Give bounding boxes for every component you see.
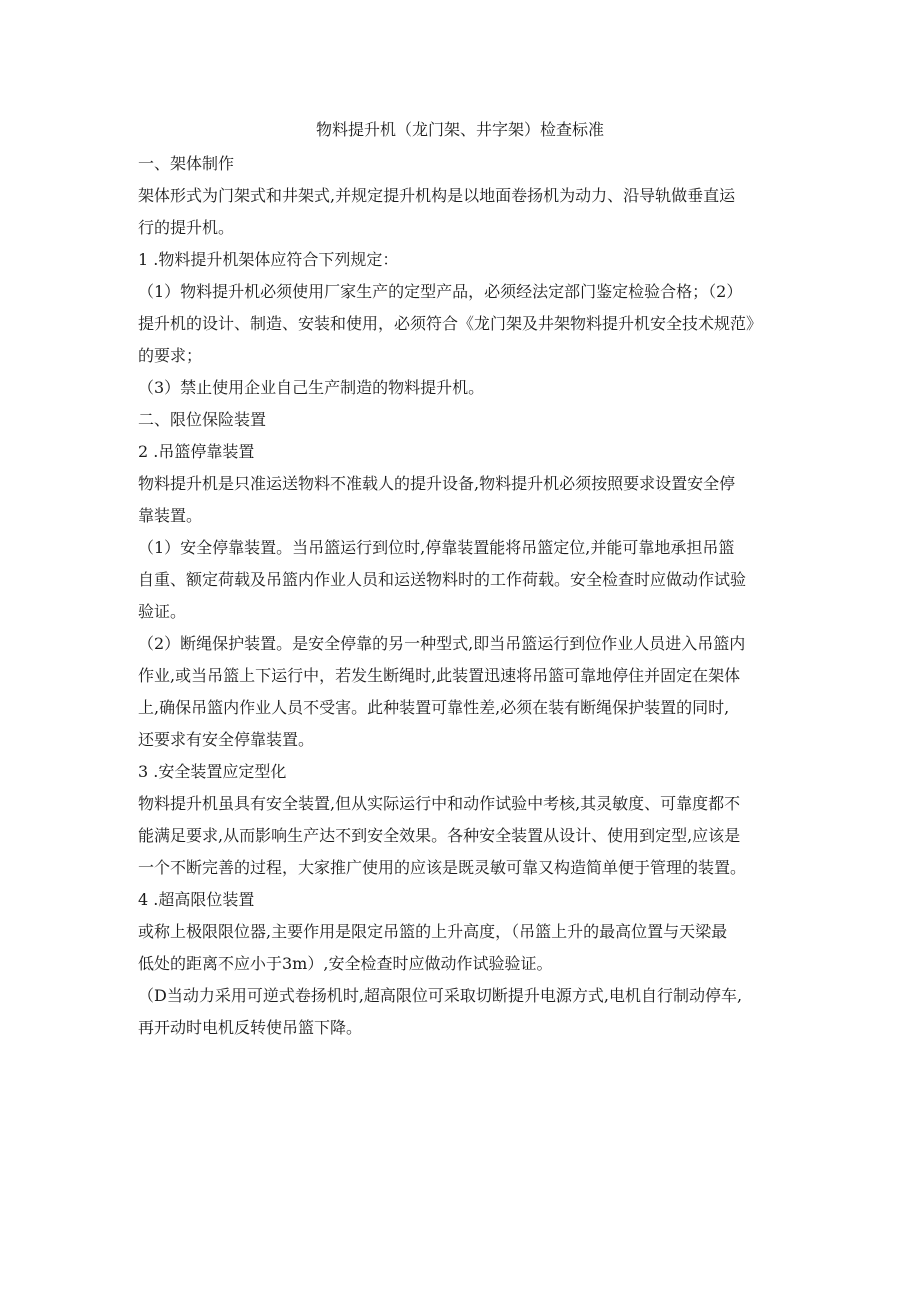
text-line: 2 .吊篮停靠装置 — [138, 442, 255, 461]
text-line: 低处的距离不应小于3m）,安全检查时应做动作试验验证。 — [138, 954, 553, 973]
text-line: 物料提升机是只准运送物料不准载人的提升设备,物料提升机必须按照要求设置安全停 — [138, 474, 736, 493]
paragraph — [138, 276, 788, 372]
text-line: 或称上极限限位器,主要作用是限定吊篮的上升高度，（吊篮上升的最高位置与天梁最 — [138, 922, 728, 941]
text-line: 一、架体制作 — [138, 154, 235, 173]
text-line: 能满足要求,从而影响生产达不到安全效果。各种安全装置从设计、使用到定型,应该是 — [138, 826, 741, 845]
text-line: 1 .物料提升机架体应符合下列规定： — [138, 250, 399, 269]
text-line: 行的提升机。 — [138, 218, 235, 237]
paragraph — [138, 148, 788, 180]
paragraph — [138, 436, 788, 468]
paragraph — [138, 628, 788, 756]
text-line: 架体形式为门架式和井架式,并规定提升机构是以地面卷扬机为动力、沿导轨做垂直运 — [138, 186, 736, 205]
paragraph — [138, 468, 788, 532]
text-line: 3 .安全装置应定型化 — [138, 762, 287, 781]
text-line: 靠装置。 — [138, 506, 203, 525]
paragraph — [138, 372, 788, 404]
paragraph — [138, 884, 788, 916]
paragraph — [138, 916, 788, 980]
paragraph — [138, 756, 788, 788]
text-line: 一个不断完善的过程，大家推广使用的应该是既灵敏可靠又构造简单便于管理的装置。 — [138, 858, 747, 877]
text-line: 再开动时电机反转使吊篮下降。 — [138, 1018, 363, 1037]
text-line: 作业,或当吊篮上下运行中，若发生断绳时,此装置迅速将吊篮可靠地停住并固定在架体 — [138, 666, 741, 685]
text-line: （1）物料提升机必须使用厂家生产的定型产品，必须经法定部门鉴定检验合格；（2） — [138, 282, 743, 301]
document-body — [138, 148, 788, 1044]
paragraph — [138, 532, 788, 628]
text-line: （3）禁止使用企业自己生产制造的物料提升机。 — [138, 378, 485, 397]
text-line: 自重、额定荷载及吊篮内作业人员和运送物料时的工作荷载。安全检查时应做动作试验 — [138, 570, 747, 589]
text-line: 提升机的设计、制造、安装和使用，必须符合《龙门架及井架物料提升机安全技术规范》 — [138, 314, 763, 333]
text-line: （D当动力采用可逆式卷扬机时,超高限位可采取切断提升电源方式,电机自行制动停车, — [138, 986, 743, 1005]
text-line: 4 .超高限位装置 — [138, 890, 255, 909]
text-line: 还要求有安全停靠装置。 — [138, 730, 315, 749]
paragraph — [138, 244, 788, 276]
paragraph — [138, 788, 788, 884]
text-line: 二、限位保险装置 — [138, 410, 267, 429]
text-line: （2）断绳保护装置。是安全停靠的另一种型式,即当吊篮运行到位作业人员进入吊篮内 — [138, 634, 746, 653]
paragraph — [138, 180, 788, 244]
text-line: 上,确保吊篮内作业人员不受害。此种装置可靠性差,必须在装有断绳保护装置的同时, — [138, 698, 730, 717]
paragraph — [138, 980, 788, 1044]
document-title: 物料提升机（龙门架、井字架）检查标准 — [315, 120, 604, 139]
text-line: 的要求； — [138, 346, 203, 365]
paragraph — [138, 404, 788, 436]
text-line: （1）安全停靠装置。当吊篮运行到位时,停靠装置能将吊篮定位,并能可靠地承担吊篮 — [138, 538, 735, 557]
text-line: 验证。 — [138, 602, 187, 621]
text-line: 物料提升机虽具有安全装置,但从实际运行中和动作试验中考核,其灵敏度、可靠度都不 — [138, 794, 741, 813]
